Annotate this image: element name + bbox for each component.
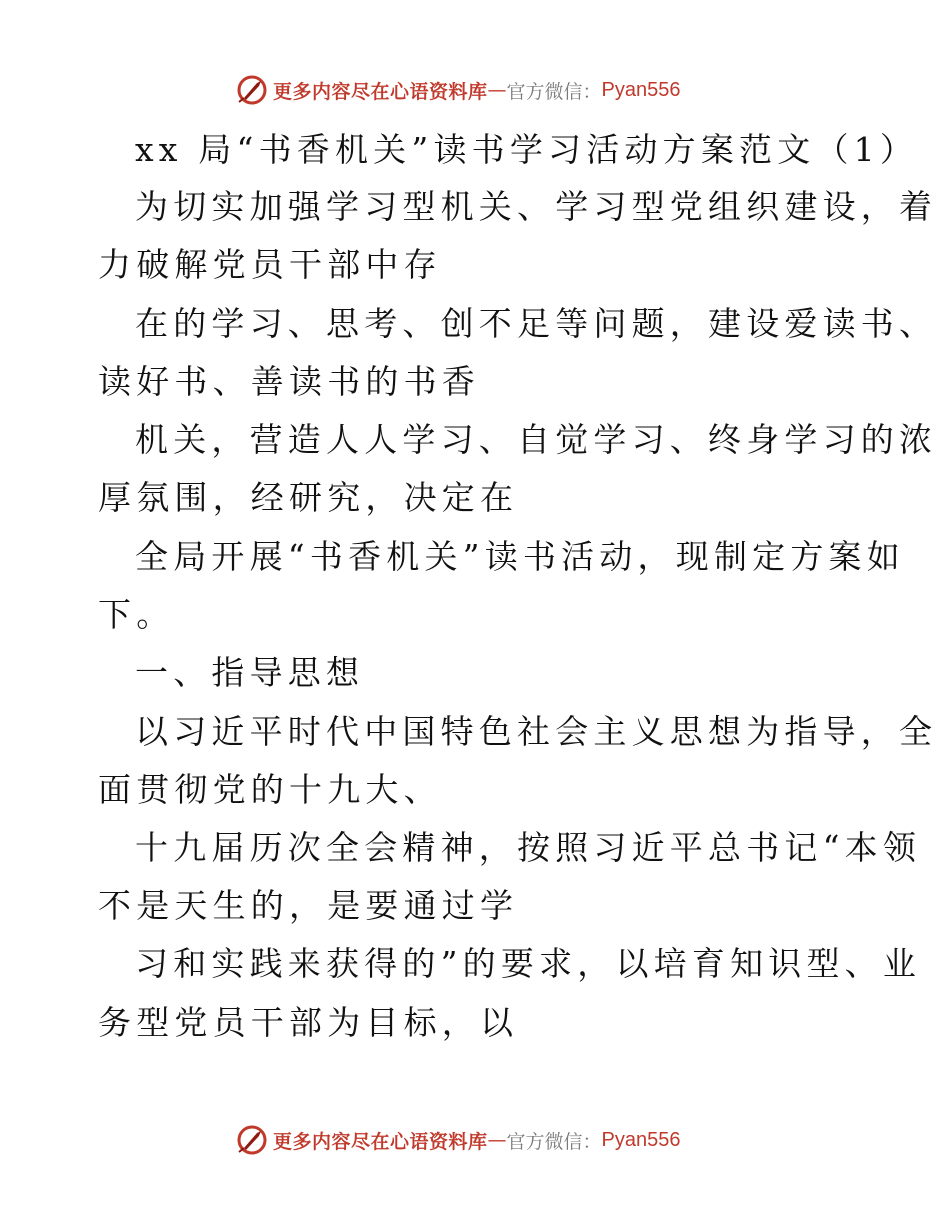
body-line: 力破解党员干部中存 xyxy=(98,245,442,284)
body-line: 为切实加强学习型机关、学习型党组织建设，着 xyxy=(135,187,938,226)
watermark-wechat-id: Pyan556 xyxy=(601,1128,681,1151)
body-line: 以习近平时代中国特色社会主义思想为指导，全 xyxy=(135,712,938,751)
quill-badge-icon xyxy=(235,73,269,107)
body-line: 务型党员干部为目标，以 xyxy=(98,1003,519,1042)
body-line: 面贯彻党的十九大、 xyxy=(98,770,442,809)
watermark-dash: — xyxy=(487,79,507,101)
section-heading: 一、指导思想 xyxy=(135,653,365,692)
body-line: 不是天生的，是要通过学 xyxy=(98,886,519,925)
watermark-brand: 更多内容尽在心语资料库 xyxy=(273,80,488,103)
body-line: 十九届历次全会精神，按照习近平总书记“本领 xyxy=(135,828,922,867)
footer-watermark xyxy=(235,1123,681,1157)
body-line: 机关，营造人人学习、自觉学习、终身学习的浓 xyxy=(135,420,938,459)
watermark-wechat-id: Pyan556 xyxy=(601,78,681,101)
body-line: 全局开展“书香机关”读书活动，现制定方案如 xyxy=(135,537,905,576)
body-line: 厚氛围，经研究，决定在 xyxy=(98,478,519,517)
quill-badge-icon xyxy=(235,1123,269,1157)
body-line: 习和实践来获得的”的要求，以培育知识型、业 xyxy=(135,944,922,983)
watermark-dash: — xyxy=(487,1129,507,1151)
watermark-wechat-label: 官方微信： xyxy=(506,1130,602,1153)
watermark-brand: 更多内容尽在心语资料库 xyxy=(273,1130,488,1153)
body-line: 下。 xyxy=(98,595,175,634)
watermark-wechat-label: 官方微信： xyxy=(506,80,602,103)
header-watermark xyxy=(235,73,681,107)
body-line: 在的学习、思考、创不足等问题，建设爱读书、 xyxy=(135,304,938,343)
document-title: xx 局“书香机关”读书学习活动方案范文（1） xyxy=(135,130,919,169)
body-line: 读好书、善读书的书香 xyxy=(98,362,480,401)
